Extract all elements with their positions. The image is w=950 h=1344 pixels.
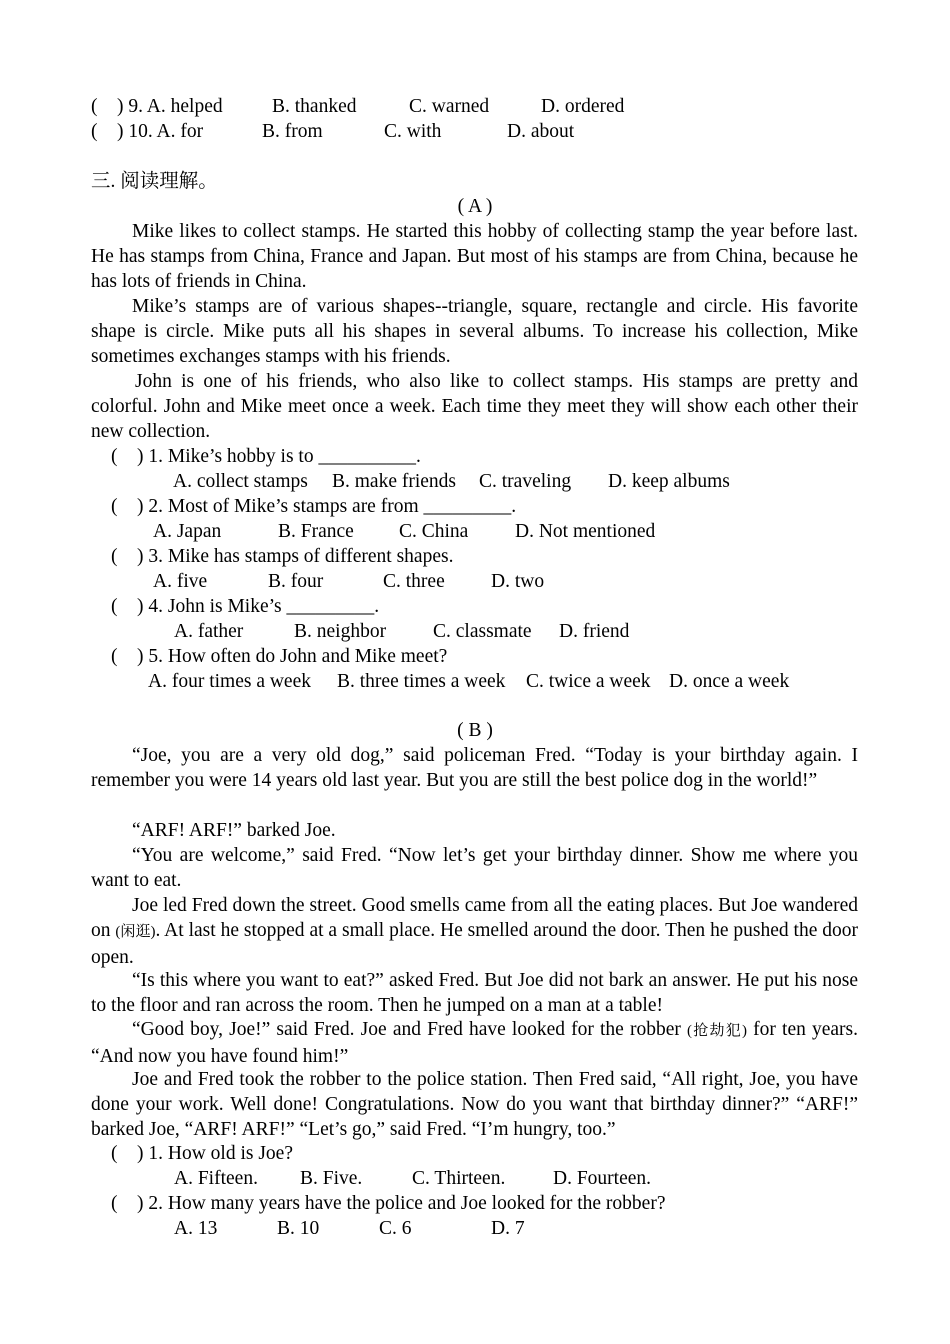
passage-b-paragraph-5: “Is this where you want to eat?” asked Fred. But Joe did not bark an answer. He put his nose to the floor and ran across the room. Then he jumped on a man at a table! (91, 970, 858, 1016)
passage-b-q1-option-a: A. Fifteen. (174, 1168, 258, 1189)
passage-a-q1-option-c: C. traveling (479, 471, 572, 492)
passage-b-q2-option-a: A. 13 (174, 1218, 218, 1239)
passage-a-q1-option-d: D. keep albums (608, 471, 730, 492)
passage-b-paragraph-4 (91, 893, 858, 970)
passage-a-q2-option-b: B. France (278, 521, 354, 542)
passage-b-paragraph-7: Joe and Fred took the robber to the police station. Then Fred said, “All right, Joe, you have done your work. Well done! Congratulations. Now do you want that birthday dinner?” “ARF!” barked Joe, “ARF! ARF!” “Let’s go,” said Fred. “I’m hungry, too.” (91, 1069, 858, 1140)
passage-a-q4-option-a: A. father (174, 621, 244, 642)
passage-a-q3-option-c: C. three (383, 571, 445, 592)
passage-a-q2-option-d: D. Not mentioned (515, 521, 656, 542)
cloze-q10-option-c: C. with (384, 121, 442, 142)
passage-b-paragraph-2: “ARF! ARF!” barked Joe. (132, 820, 336, 841)
passage-b-paragraph-3: “You are welcome,” said Fred. “Now let’s get your birthday dinner. Show me where you want to eat. (91, 845, 858, 891)
passage-b-p4-part-1: Joe led Fred down the street. Good smells came from all the eating places. But Joe wandered on (91, 895, 858, 941)
passage-b-paragraph-6 (91, 1017, 858, 1069)
passage-a-q2-option-c: C. China (399, 521, 469, 542)
passage-b-q2-option-c: C. 6 (379, 1218, 412, 1239)
passage-a-q5-option-a: A. four times a week (148, 671, 311, 692)
passage-a-q3-option-a: A. five (153, 571, 208, 592)
passage-b-p6-gloss: (抢劫犯) (686, 1023, 748, 1039)
passage-a-q1-option-a: A. collect stamps (173, 471, 308, 492)
passage-a-q5-option-b: B. three times a week (337, 671, 506, 692)
passage-b-heading: ( B ) (457, 720, 493, 741)
passage-b-q1-option-d: D. Fourteen. (553, 1168, 652, 1189)
cloze-q9-option-c: C. warned (409, 96, 490, 117)
passage-b-q1-option-c: C. Thirteen. (412, 1168, 506, 1189)
passage-b-q2-option-b: B. 10 (277, 1218, 320, 1239)
passage-b-question-1: ( ) 1. How old is Joe? (111, 1143, 293, 1164)
passage-b-p6-part-1: “Good boy, Joe!” said Fred. Joe and Fred have looked for the robber (132, 1019, 687, 1040)
passage-a-q4-option-b: B. neighbor (294, 621, 387, 642)
passage-a-paragraph-3: John is one of his friends, who also like to collect stamps. His stamps are pretty and colorful. John and Mike meet once a week. Each time they meet they will show each other their new collection. (91, 371, 858, 442)
passage-b-p4-gloss: (闲逛) (115, 924, 156, 940)
cloze-q9-stem: ( ) 9. A. helped (91, 96, 223, 117)
section-title: 三. 阅读理解。 (91, 171, 218, 192)
passage-b-paragraph-1: “Joe, you are a very old dog,” said policeman Fred. “Today is your birthday again. I remember you were 14 years old last year. But you are still the best police dog in the world!” (91, 745, 858, 791)
cloze-q10-option-d: D. about (507, 121, 575, 142)
passage-b-p6-part-2: for ten years. “And now you have found him!” (91, 1019, 858, 1067)
passage-a-q3-option-b: B. four (268, 571, 324, 592)
passage-b-q2-option-d: D. 7 (491, 1218, 525, 1239)
passage-b-question-2: ( ) 2. How many years have the police and Joe looked for the robber? (111, 1193, 666, 1214)
passage-a-q5-option-c: C. twice a week (526, 671, 651, 692)
passage-a-q3-option-d: D. two (491, 571, 545, 592)
passage-a-question-2: ( ) 2. Most of Mike’s stamps are from _________. (111, 496, 517, 517)
passage-a-q2-option-a: A. Japan (153, 521, 222, 542)
passage-a-question-1: ( ) 1. Mike’s hobby is to __________. (111, 446, 421, 467)
passage-a-heading: ( A ) (457, 196, 493, 217)
passage-b-q1-option-b: B. Five. (300, 1168, 363, 1189)
cloze-q10-stem: ( ) 10. A. for (91, 121, 204, 142)
passage-a-paragraph-1: Mike likes to collect stamps. He started this hobby of collecting stamp the year before last. He has stamps from China, France and Japan. But most of his stamps are from China, because he has lots of friends in China. (91, 221, 858, 292)
passage-a-question-3: ( ) 3. Mike has stamps of different shapes. (111, 546, 454, 567)
passage-a-question-5: ( ) 5. How often do John and Mike meet? (111, 646, 448, 667)
passage-a-q4-option-d: D. friend (559, 621, 630, 642)
cloze-q9-option-b: B. thanked (272, 96, 357, 117)
passage-a-q5-option-d: D. once a week (669, 671, 790, 692)
passage-a-q1-option-b: B. make friends (332, 471, 457, 492)
passage-a-paragraph-2: Mike’s stamps are of various shapes--triangle, square, rectangle and circle. His favorite shape is circle. Mike puts all his shapes in several albums. To increase his collection, Mike sometimes exchanges stamps with his friends. (91, 296, 858, 367)
passage-a-question-4: ( ) 4. John is Mike’s _________. (111, 596, 380, 617)
cloze-q9-option-d: D. ordered (541, 96, 625, 117)
passage-a-q4-option-c: C. classmate (433, 621, 532, 642)
passage-b-p4-part-2: . At last he stopped at a small place. He smelled around the door. Then he pushed the door open. (91, 920, 858, 968)
cloze-q10-option-b: B. from (262, 121, 323, 142)
